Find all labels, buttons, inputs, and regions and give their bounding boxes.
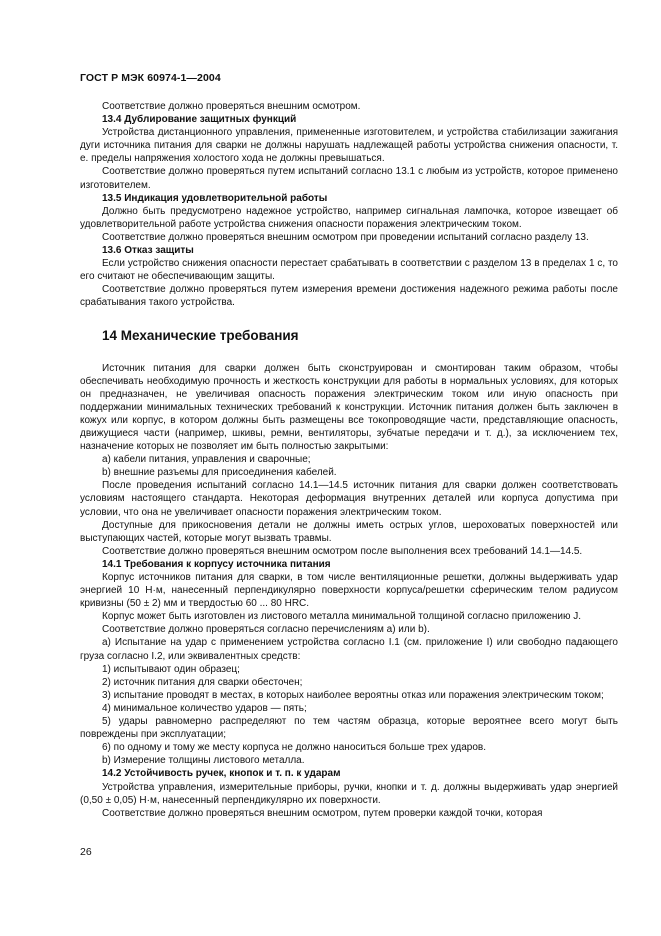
paragraph: 3) испытание проводят в местах, в которых наиболее вероятны отказ или поражения электрическим током; [102,689,604,701]
subsection-heading: 13.5 Индикация удовлетворительной работы [102,192,328,204]
paragraph: Соответствие должно проверяться внешним осмотром. [102,101,361,112]
page-body [80,100,618,820]
paragraph: После проведения испытаний согласно 14.1—14.5 источник питания для сварки должен соответствовать условиям настоящего стандарта. Некоторая деформация внутренних деталей или корпуса допустима при условии, что она не увеличивает опасности поражения электрическим током. [80,480,618,518]
subsection-heading: 14.1 Требования к корпусу источника питания [102,558,331,570]
paragraph: 4) минимальное количество ударов — пять; [102,702,307,714]
document-header: ГОСТ Р МЭК 60974-1—2004 [80,72,221,84]
section-heading: 14 Механические требования [102,327,299,343]
subsection-heading: 13.4 Дублирование защитных функций [102,114,297,126]
paragraph: Соответствие должно проверяться внешним осмотром после выполнения всех требований 14.1—14.5. [102,545,583,557]
paragraph: а) кабели питания, управления и сварочные; [102,454,311,466]
subsection-heading: 13.6 Отказ защиты [102,245,194,257]
paragraph: а) Испытание на удар с применением устройства согласно I.1 (см. приложение I) или свободно падающего груза согласно I.2, или эквивалентных средств: [80,637,618,662]
paragraph: b) Измерение толщины листового металла. [102,755,305,767]
paragraph: Соответствие должно проверяться согласно перечислениям а) или b). [102,624,430,636]
paragraph: Доступные для прикосновения детали не должны иметь острых углов, шероховатых поверхностей или выступающих частей, которые могут вызвать травмы. [80,519,618,544]
paragraph: Должно быть предусмотрено надежное устройство, например сигнальная лампочка, которое извещает об удовлетворительной работе устройства снижения опасности поражения электрическим током. [80,205,618,230]
section-13-continuation [80,100,618,310]
section-14-body [80,362,618,820]
paragraph: 1) испытывают один образец; [102,663,240,675]
paragraph: Устройства дистанционного управления, примененные изготовителем, и устройства стабилизации зажигания дуги источника питания для сварки не должны нарушать надлежащей работы устройства снижения опасности, т. е. пределы напряжения холостого хода не должны превышаться. [80,127,618,165]
paragraph: Корпус источников питания для сварки, в том числе вентиляционные решетки, должны выдерживать удар энергией 10 Н·м, нанесенный перпендикулярно поверхности корпуса/решетки сферическим телом радиусом кривизны (50 ± 2) мм и твердостью 60 ... 80 HRC. [80,572,618,610]
paragraph: 5) удары равномерно распределяют по тем частям образца, которые вероятнее всего могут быть повреждены при эксплуатации; [80,716,618,741]
paragraph: Соответствие должно проверяться путем измерения времени достижения надежного режима работы после срабатывания такого устройства. [80,284,618,309]
paragraph: Источник питания для сварки должен быть сконструирован и смонтирован таким образом, чтобы обеспечивать необходимую прочность и жесткость конструкции для работы в нормальных условиях, для которых он предназначен, не увеличивая опасность поражения электрическим током или иную опасность при поддержании минимальных технических требований к конструкции. Источник питания должен быть заключен в кожух или корпус, в котором должны быть размещены все токопроводящие части, представляющие опасность, движущиеся части (например, шкивы, ремни, вентиляторы, зубчатые передачи и т. д.), за исключением тех, назначение которых не позволяет им быть полностью закрытыми: [80,362,618,453]
page-number: 26 [80,846,92,858]
paragraph: Соответствие должно проверяться внешним осмотром при проведении испытаний согласно разделу 13. [102,231,589,243]
paragraph: Корпус может быть изготовлен из листового металла минимальной толщиной согласно приложению J. [102,611,582,623]
paragraph: 2) источник питания для сварки обесточен; [102,676,303,688]
subsection-heading: 14.2 Устойчивость ручек, кнопок и т. п. к ударам [102,768,341,780]
paragraph: Устройства управления, измерительные приборы, ручки, кнопки и т. д. должны выдерживать удар энергией (0,50 ± 0,05) Н·м, нанесенный перпендикулярно их поверхности. [80,781,618,806]
paragraph: 6) по одному и тому же месту корпуса не должно наноситься больше трех ударов. [102,742,486,754]
paragraph: Соответствие должно проверяться внешним осмотром, путем проверки каждой точки, которая [102,807,543,819]
paragraph: b) внешние разъемы для присоединения кабелей. [102,467,337,479]
paragraph: Соответствие должно проверяться путем испытаний согласно 13.1 с любым из устройств, которое применено изготовителем. [80,166,618,191]
paragraph: Если устройство снижения опасности перестает срабатывать в соответствии с разделом 13 в пределах 1 с, то его считают не обеспечивающим защиты. [80,258,618,283]
